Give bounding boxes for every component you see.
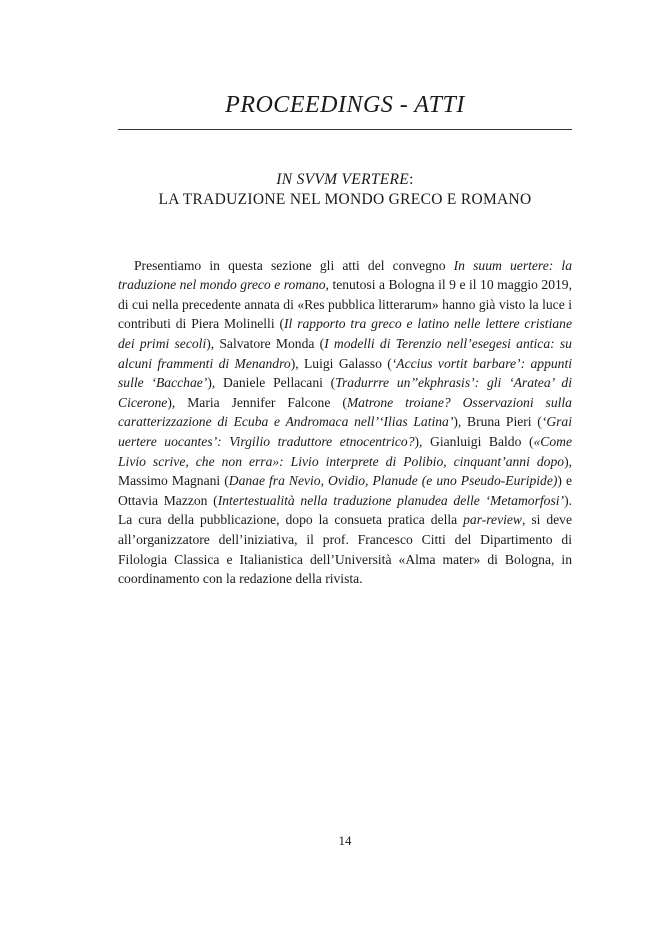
- text-run: ), Luigi Galasso (: [290, 355, 392, 371]
- contribution-title: «Come Livio scrive, che non erra»: Livio interprete di Polibio, cinquant’anni dopo: [118, 433, 573, 469]
- text-run: ), Bruna Pieri (: [453, 414, 542, 430]
- text-run: ), Maria Jennifer Falcone (: [167, 394, 347, 410]
- text-run: ), Gianluigi Baldo (: [414, 433, 534, 449]
- contribution-title: Danae fra Nevio, Ovidio, Planude (e uno Pseudo-Euripide): [228, 473, 558, 489]
- page-number: 14: [338, 833, 352, 848]
- contribution-title: Tradurrre un’’ekphrasis’: gli ‘Aratea’ di Cicerone: [118, 375, 572, 410]
- header-rule: [118, 129, 572, 130]
- section-header: PROCEEDINGS - ATTI: [225, 92, 465, 118]
- article-title-italic: IN SVVM VERTERE: [276, 171, 410, 188]
- article-title: [118, 170, 572, 210]
- text-run: ) e Ottavia Mazzon (: [118, 473, 572, 508]
- article-title-line-2: LA TRADUZIONE NEL MONDO GRECO E ROMANO: [158, 191, 532, 208]
- body-paragraph: [118, 256, 572, 589]
- contribution-title: ‘Accius vortit barbare’: appunti sulle ‘Bacchae’: [118, 355, 573, 391]
- text-run: , si deve all’organizzatore dell’iniziativa, il prof. Francesco Citti del Dipartimento di Filologia Classica e Italianistica dell’Università «Alma mater» di Bologna, in coordinamento con la redazione della rivista.: [118, 512, 572, 587]
- contribution-title: Intertestualità nella traduzione planudea delle ‘Metamorfosi’: [217, 492, 565, 508]
- text-run: ), Salvatore Monda (: [206, 335, 325, 351]
- text-run: Presentiamo in questa sezione gli atti del convegno: [134, 257, 454, 273]
- conference-title: In suum uertere: la traduzione nel mondo greco e romano: [118, 257, 572, 293]
- text-run: ), Massimo Magnani (: [118, 453, 572, 489]
- text-run: ), Daniele Pellacani (: [207, 375, 336, 391]
- text-run: ). La cura della pubblicazione, dopo la consueta pratica della: [118, 492, 572, 528]
- article-title-colon: :: [409, 171, 414, 188]
- contribution-title: Il rapporto tra greco e latino nelle lettere cristiane dei primi secoli: [118, 316, 572, 351]
- article-title-line-1: [118, 170, 572, 190]
- contribution-title: ‘Grai uertere uocantes’: Virgilio traduttore etnocentrico?: [118, 414, 573, 449]
- italic-term: par-review: [463, 512, 522, 528]
- text-run: , tenutosi a Bologna il 9 e il 10 maggio 2019, di cui nella precedente annata di «Res pubblica litterarum» hanno già visto la luce i contributi di Piera Molinelli (: [118, 277, 572, 332]
- contribution-title: I modelli di Terenzio nell’esegesi antica: su alcuni frammenti di Menandro: [118, 335, 572, 371]
- contribution-title: Matrone troiane? Osservazioni sulla caratterizzazione di Ecuba e Andromaca nell’‘Ilias Latina’: [118, 394, 572, 430]
